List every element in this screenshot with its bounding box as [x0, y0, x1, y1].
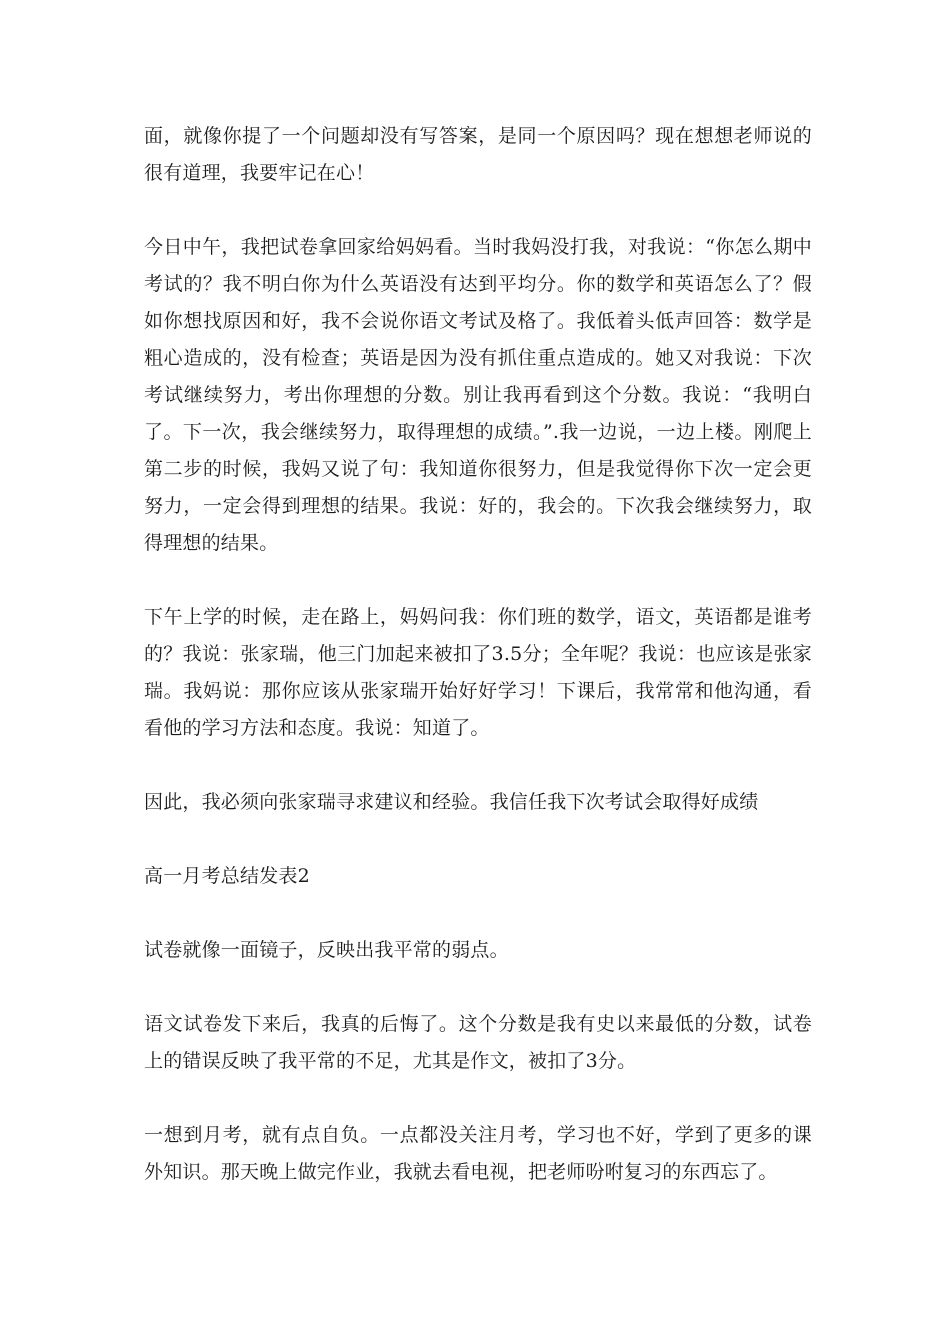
paragraph-lunch-conversation: 今日中午，我把试卷拿回家给妈妈看。当时我妈没打我，对我说：“你怎么期中考试的？我不明白你为什么英语没有达到平均分。你的数学和英语怎么了？假如你想找原因和好，我不会说你语文考试及格了。我低着头低声回答：数学是粗心造成的，没有检查；英语是因为没有抓住重点造成的。她又对我说：下次考试继续努力，考出你理想的分数。别让我再看到这个分数。我说：“我明白了。下一次，我会继续努力，取得理想的成绩。”.我一边说，一边上楼。刚爬上第二步的时候，我妈又说了句：我知道你很努力，但是我觉得你下次一定会更努力，一定会得到理想的结果。我说：好的，我会的。下次我会继续努力，取得理想的结果。: [144, 236, 812, 554]
paragraph-afternoon-conversation: 下午上学的时候，走在路上，妈妈问我：你们班的数学，语文，英语都是谁考的？我说：张家瑞，他三门加起来被扣了3.5分；全年呢？我说：也应该是张家瑞。我妈说：那你应该从张家瑞开始好好学习！下课后，我常常和他沟通，看看他的学习方法和态度。我说：知道了。: [144, 606, 812, 739]
document-body: [144, 118, 812, 1228]
paragraph-monthly-exam: 一想到月考，就有点自负。一点都没关注月考，学习也不好，学到了更多的课外知识。那天晚上做完作业，我就去看电视，把老师吩咐复习的东西忘了。: [144, 1124, 812, 1183]
section-heading: 高一月考总结发表2: [144, 865, 310, 887]
paragraph-continuation: 面，就像你提了一个问题却没有写答案，是同一个原因吗？现在想想老师说的很有道理，我要牢记在心！: [144, 125, 812, 184]
paragraph-conclusion: 因此，我必须向张家瑞寻求建议和经验。我信任我下次考试会取得好成绩: [144, 791, 759, 813]
paragraph-mirror: 试卷就像一面镜子，反映出我平常的弱点。: [144, 939, 509, 961]
paragraph-chinese-exam: 语文试卷发下来后，我真的后悔了。这个分数是我有史以来最低的分数，试卷上的错误反映了我平常的不足，尤其是作文，被扣了3分。: [144, 1013, 812, 1072]
